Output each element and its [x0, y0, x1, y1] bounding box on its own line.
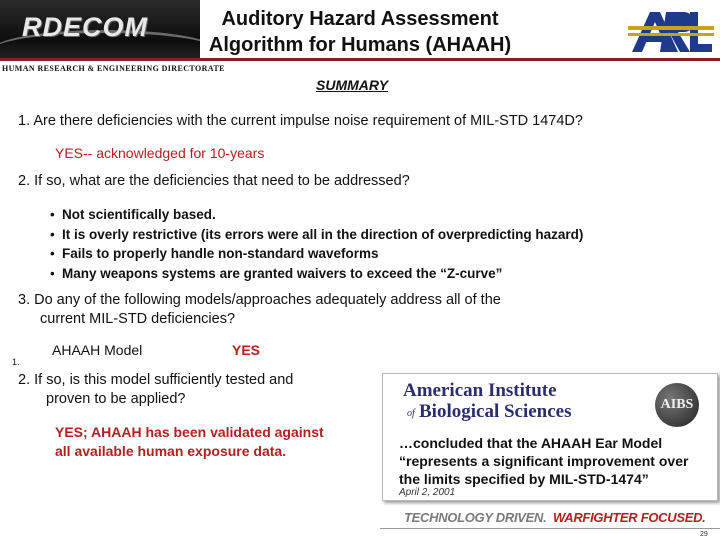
question-4-line1: 2. If so, is this model sufficiently tested and	[18, 372, 294, 388]
footer-divider	[380, 528, 720, 529]
model-answer: YES	[232, 342, 261, 358]
question-2: 2. If so, what are the deficiencies that need to be addressed?	[18, 173, 410, 189]
question-4-answer	[55, 423, 375, 461]
slide-title-line2: Algorithm for Humans (AHAAH)	[208, 34, 512, 56]
summary-heading: SUMMARY	[316, 77, 389, 93]
question-4-line2: proven to be applied?	[46, 391, 186, 407]
list-number: 1.	[12, 357, 20, 367]
question-4-answer-line2: all available human exposure data.	[55, 443, 287, 459]
directorate-subtitle: HUMAN RESEARCH & ENGINEERING DIRECTORATE	[2, 64, 225, 73]
slide-title	[190, 6, 530, 58]
deficiency-item: • Not scientifically based.	[50, 205, 583, 225]
question-1-answer: YES-- acknowledged for 10-years	[55, 145, 265, 161]
question-1: 1. Are there deficiencies with the current impulse noise requirement of MIL-STD 1474D?	[18, 113, 583, 129]
deficiency-list	[50, 205, 583, 283]
aibs-name-of: of	[407, 408, 415, 419]
aibs-date: April 2, 2001	[399, 487, 456, 498]
rdecom-logo-text: RDECOM	[22, 12, 148, 42]
tagline-warfighter: WARFIGHTER FOCUSED.	[553, 510, 706, 525]
deficiency-item: • Fails to properly handle non-standard waveforms	[50, 244, 583, 264]
deficiency-item: • Many weapons systems are granted waivers to exceed the “Z-curve”	[50, 264, 583, 284]
aibs-emblem-icon: AIBS	[655, 383, 699, 427]
model-label: AHAAH Model	[52, 342, 143, 358]
tagline-technology: TECHNOLOGY DRIVEN.	[404, 510, 547, 525]
question-4-answer-line1: YES; AHAAH has been validated against	[55, 424, 324, 440]
question-3-line2: current MIL-STD deficiencies?	[40, 311, 236, 327]
slide-title-line1: Auditory Hazard Assessment	[221, 8, 499, 30]
aibs-quote-box	[382, 373, 718, 501]
aibs-quote: …concluded that the AHAAH Ear Model “represents a significant improvement over the limits specified by MIL-STD-1474”	[399, 435, 689, 487]
aibs-name-line1: American Institute	[403, 380, 557, 401]
page-number: 29	[700, 531, 708, 538]
question-3-line1: 3. Do any of the following models/approaches adequately address all of the	[18, 292, 501, 308]
rdecom-logo	[0, 0, 200, 58]
deficiency-item: • It is overly restrictive (its errors were all in the direction of overpredicting hazard)	[50, 225, 583, 245]
arl-logo-icon	[626, 6, 716, 56]
aibs-name-line2: Biological Sciences	[419, 401, 572, 422]
header-divider	[0, 58, 720, 61]
